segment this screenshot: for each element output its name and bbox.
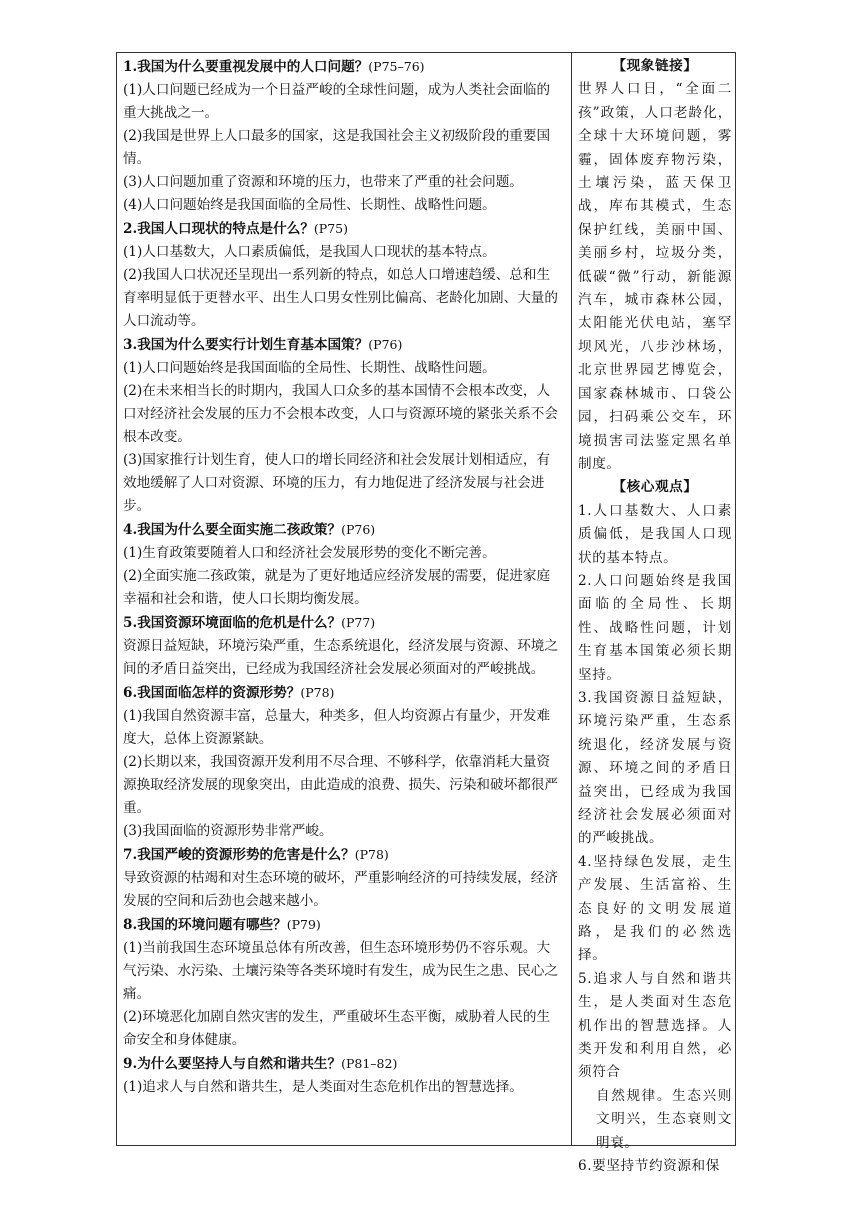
answer-paragraph: (2)我国是世界上人口最多的国家，这是我国社会主义初级阶段的重要国情。 xyxy=(123,128,551,167)
question-text: 3.我国为什么要实行计划生育基本国策？ xyxy=(123,337,369,353)
answer-paragraph: (2)我国人口状况还呈现出一系列新的特点，如总人口增速趋缓、总和生育率明显低于更替水平、出生人口男女性别比偏高、老龄化加剧、大量的人口流动等。 xyxy=(123,267,558,329)
answer-paragraph: (4)人口问题始终是我国面临的全局性、长期性、战略性问题。 xyxy=(123,197,496,213)
qa-column xyxy=(123,55,563,1099)
answer-paragraph: (1)我国自然资源丰富，总量大，种类多，但人均资源占有量少，开发难度大，总体上资源紧缺。 xyxy=(123,708,551,747)
question-text: 6.我国面临怎样的资源形势？ xyxy=(123,685,301,701)
question-text: 9.为什么要坚持人与自然和谐共生？ xyxy=(123,1056,342,1072)
question-text: 2.我国人口现状的特点是什么？ xyxy=(123,221,314,237)
page-reference: (P76) xyxy=(368,337,403,352)
core-point: 4.坚持绿色发展，走生产发展、生活富裕、生态良好的文明发展道路，是我们的必然选择。 xyxy=(578,853,732,964)
page-reference: (P75) xyxy=(313,221,348,236)
question-block xyxy=(123,55,563,217)
page-reference: (P76) xyxy=(341,522,376,537)
page-reference: (P79) xyxy=(286,917,321,932)
answer-paragraph: (1)当前我国生态环境虽总体有所改善，但生态环境形势仍不容乐观。大气污染、水污染、土壤污染等各类环境时有发生，成为民生之患、民心之痛。 xyxy=(123,940,558,1002)
answer-paragraph: (1)人口问题已经成为一个日益严峻的全球性问题，成为人类社会面临的重大挑战之一。 xyxy=(123,82,551,121)
question-block xyxy=(123,843,563,913)
core-point-continuation: 自然规律。生态兴则文明兴，生态衰则文明衰。 xyxy=(596,1087,732,1151)
question-block xyxy=(123,1052,563,1099)
sidebar-column xyxy=(578,55,732,1179)
page-reference: (P75–76) xyxy=(368,59,425,74)
answer-paragraph: (2)长期以来，我国资源开发利用不尽合理、不够科学，依靠消耗大量资源换取经济发展的现象突出，由此造成的浪费、损失、污染和破坏都很严重。 xyxy=(123,754,558,816)
question-text: 1.我国为什么要重视发展中的人口问题？ xyxy=(123,59,369,75)
answer-paragraph: (2)环境恶化加剧自然灾害的发生，严重破坏生态平衡，威胁着人民的生命安全和身体健康。 xyxy=(123,1009,551,1048)
answer-paragraph: (1)生育政策要随着人口和经济社会发展形势的变化不断完善。 xyxy=(123,545,496,561)
page-reference: (P78) xyxy=(354,847,389,862)
answer-paragraph: 导致资源的枯竭和对生态环境的破坏，严重影响经济的可持续发展，经济发展的空间和后劲也会越来越小。 xyxy=(123,870,558,909)
answer-paragraph: (1)人口问题始终是我国面临的全局性、长期性、战略性问题。 xyxy=(123,360,496,376)
question-block xyxy=(123,913,563,1052)
answer-paragraph: (2)在未来相当长的时期内，我国人口众多的基本国情不会根本改变，人口对经济社会发展的压力不会根本改变，人口与资源环境的紧张关系不会根本改变。 xyxy=(123,383,558,445)
question-text: 4.我国为什么要全面实施二孩政策？ xyxy=(123,522,342,538)
core-point: 6.要坚持节约资源和保 xyxy=(578,1158,720,1175)
phenomenon-link-text: 世界人口日，“全面二孩”政策，人口老龄化，全球十大环境问题，雾霾，固体废弃物污染，土壤污染，蓝天保卫战，库布其模式，生态保护红线，美丽中国、美丽乡村，垃圾分类，低碳“微”行动，新能源汽车，城市森林公园，太阳能光伏电站，塞罕坝风光，八步沙林场，北京世界园艺博览会，国家森林城市、口袋公园，扫码乘公交车，环境损害司法鉴定黑名单制度。 xyxy=(578,81,732,472)
core-points-heading: 【核心观点】 xyxy=(612,479,698,496)
study-notes-table xyxy=(116,52,736,1175)
question-title xyxy=(123,1052,563,1076)
question-text: 5.我国资源环境面临的危机是什么？ xyxy=(123,615,342,631)
question-block xyxy=(123,681,563,843)
question-block xyxy=(123,611,563,681)
answer-paragraph: (3)我国面临的资源形势非常严峻。 xyxy=(123,823,333,839)
question-title xyxy=(123,681,563,705)
page-reference: (P78) xyxy=(300,685,335,700)
core-point: 5.追求人与自然和谐共生，是人类面对生态危机作出的智慧选择。人类开发和利用自然，必须符合 xyxy=(578,970,732,1081)
question-title xyxy=(123,217,563,241)
question-title xyxy=(123,913,563,937)
question-block xyxy=(123,333,563,518)
core-point: 1.人口基数大、人口素质偏低，是我国人口现状的基本特点。 xyxy=(578,502,732,566)
answer-paragraph: (1)人口基数大，人口素质偏低，是我国人口现状的基本特点。 xyxy=(123,244,496,260)
question-text: 7.我国严峻的资源形势的危害是什么？ xyxy=(123,847,355,863)
question-title xyxy=(123,611,563,635)
page-reference: (P81–82) xyxy=(341,1056,398,1071)
answer-paragraph: (3)人口问题加重了资源和环境的压力，也带来了严重的社会问题。 xyxy=(123,174,523,190)
question-title xyxy=(123,843,563,867)
question-title xyxy=(123,333,563,357)
question-block xyxy=(123,217,563,333)
answer-paragraph: (2)全面实施二孩政策，就是为了更好地适应经济发展的需要，促进家庭幸福和社会和谐，使人口长期均衡发展。 xyxy=(123,568,551,607)
question-title xyxy=(123,518,563,542)
question-title xyxy=(123,55,563,79)
phenomenon-link-heading: 【现象链接】 xyxy=(612,58,698,74)
question-block xyxy=(123,518,563,611)
column-divider xyxy=(571,53,572,1145)
core-point: 2.人口问题始终是我国面临的全局性、长期性、战略性问题，计划生育基本国策必须长期坚持。 xyxy=(578,572,732,683)
page-reference: (P77) xyxy=(341,615,376,630)
core-point: 3.我国资源日益短缺，环境污染严重，生态系统退化，经济发展与资源、环境之间的矛盾日益突出，已经成为我国经济社会发展必须面对的严峻挑战。 xyxy=(578,689,732,847)
answer-paragraph: 资源日益短缺，环境污染严重，生态系统退化，经济发展与资源、环境之间的矛盾日益突出，已经成为我国经济社会发展必须面对的严峻挑战。 xyxy=(123,638,558,677)
answer-paragraph: (3)国家推行计划生育，使人口的增长同经济和社会发展计划相适应，有效地缓解了人口对资源、环境的压力，有力地促进了经济发展与社会进步。 xyxy=(123,452,551,514)
question-text: 8.我国的环境问题有哪些？ xyxy=(123,917,287,933)
answer-paragraph: (1)追求人与自然和谐共生，是人类面对生态危机作出的智慧选择。 xyxy=(123,1079,523,1095)
